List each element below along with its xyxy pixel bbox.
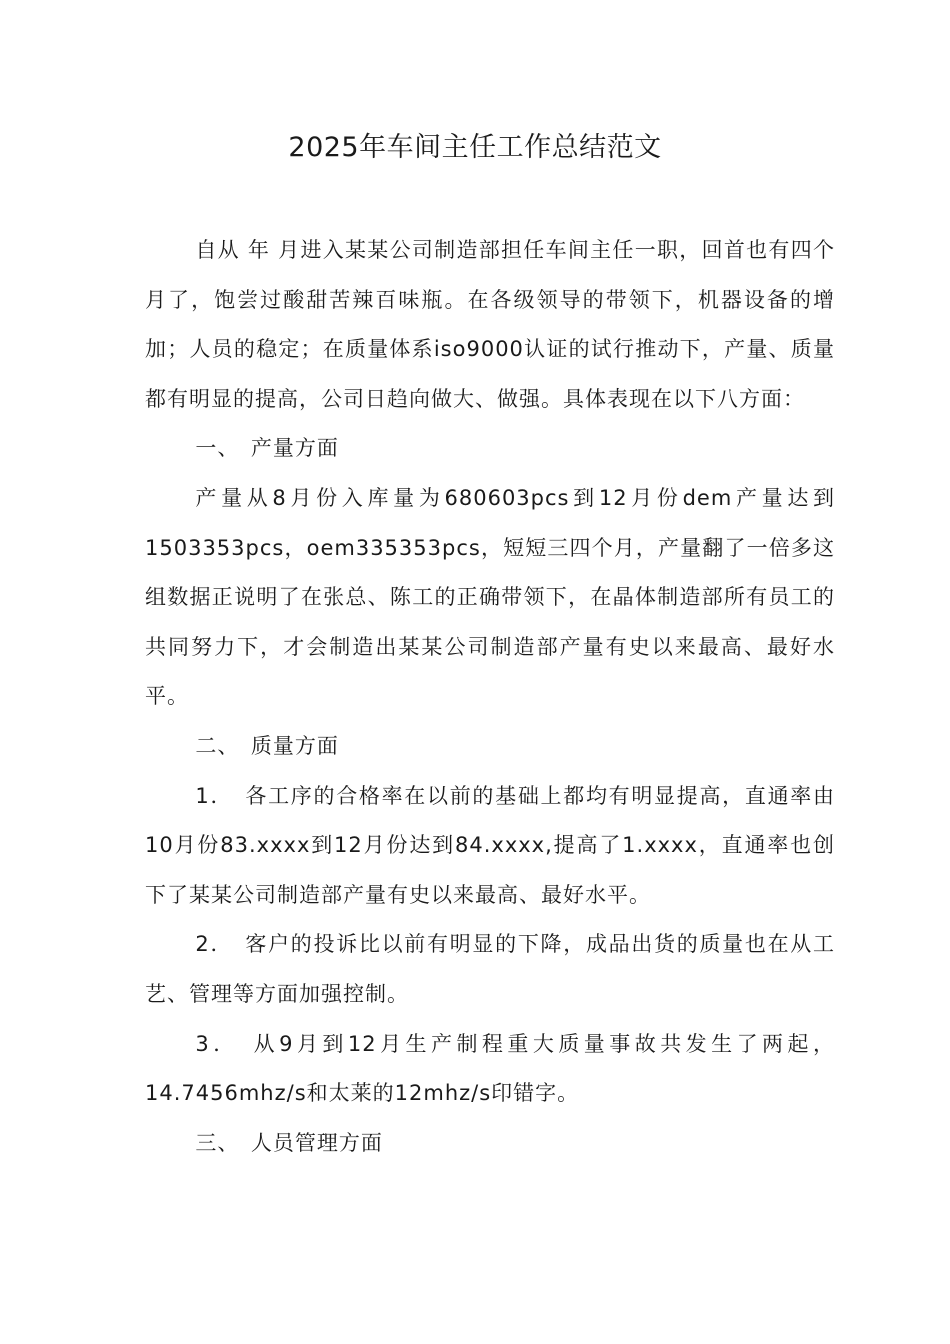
document-body (145, 226, 835, 1168)
section-heading-output: 一、 产量方面 (195, 436, 339, 461)
document-title: 2025年车间主任工作总结范文 (288, 132, 662, 163)
section-heading-quality: 二、 质量方面 (195, 733, 339, 758)
paragraph-quality-2: 2． 客户的投诉比以前有明显的下降，成品出货的质量也在从工艺、管理等方面加强控制。 (145, 932, 835, 1006)
section-heading-personnel: 三、 人员管理方面 (195, 1130, 383, 1155)
paragraph-quality-3: 3． 从9月到12月生产制程重大质量事故共发生了两起，14.7456mhz/s和太莱的12mhz/s印错字。 (145, 1031, 835, 1106)
paragraph-quality-1: 1． 各工序的合格率在以前的基础上都均有明显提高，直通率由10月份83.xxxx到12月份达到84.xxxx,提高了1.xxxx，直通率也创下了某某公司制造部产量有史以来最高、最好水平。 (145, 783, 835, 907)
paragraph-intro: 自从 年 月进入某某公司制造部担任车间主任一职，回首也有四个月了，饱尝过酸甜苦辣百味瓶。在各级领导的带领下，机器设备的增加；人员的稳定；在质量体系iso9000认证的试行推动下，产量、质量都有明显的提高，公司日趋向做大、做强。具体表现在以下八方面： (145, 238, 835, 411)
paragraph-output: 产量从8月份入库量为680603pcs到12月份dem产量达到1503353pcs，oem335353pcs，短短三四个月，产量翻了一倍多这组数据正说明了在张总、陈工的正确带领下，在晶体制造部所有员工的共同努力下，才会制造出某某公司制造部产量有史以来最高、最好水平。 (145, 485, 835, 709)
